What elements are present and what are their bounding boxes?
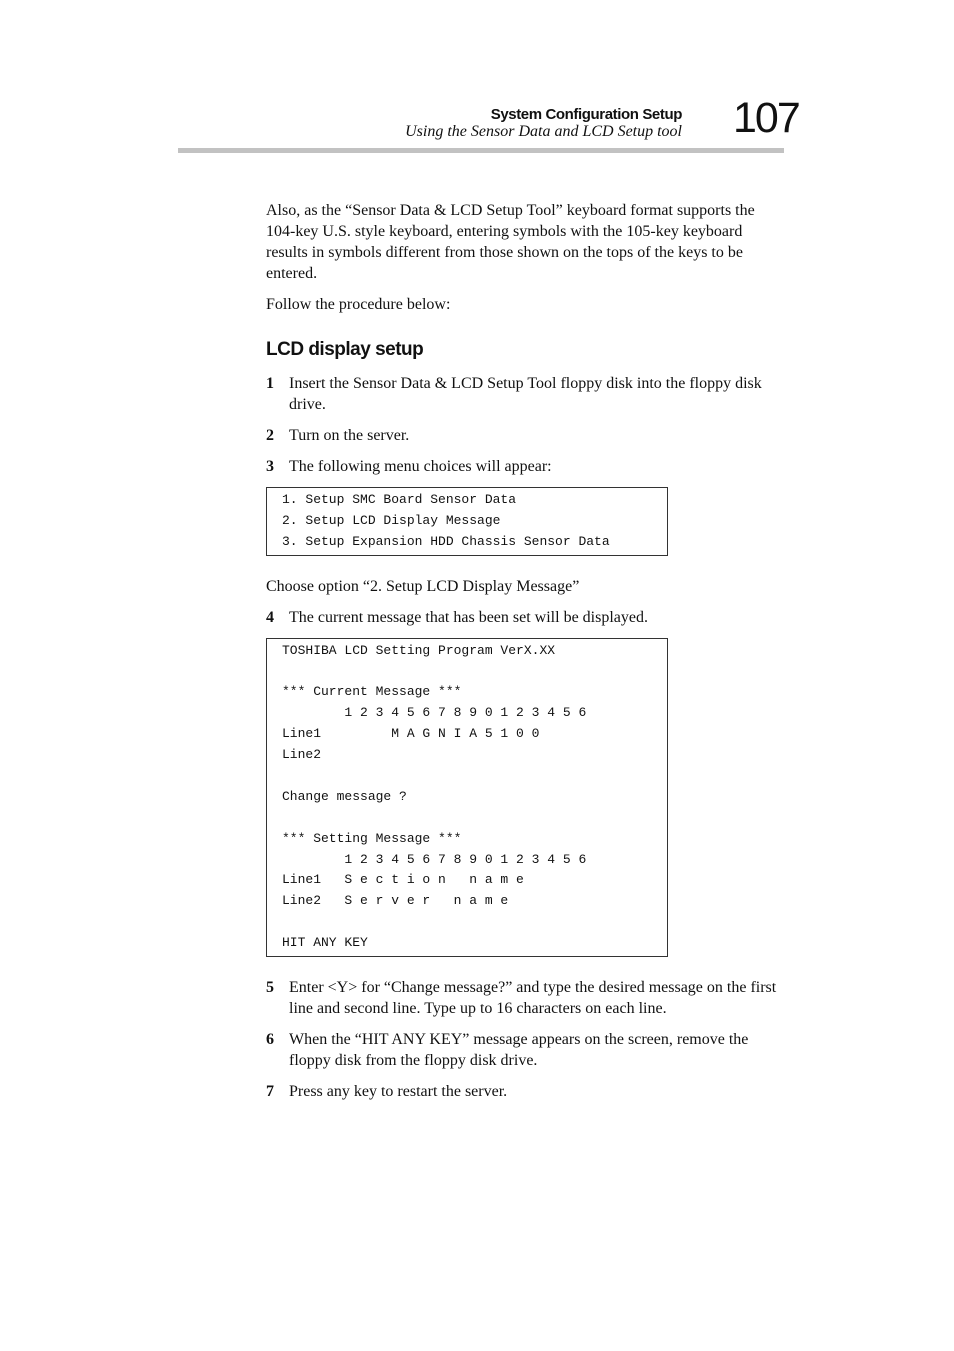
header-rule bbox=[178, 148, 784, 153]
step-5 bbox=[266, 977, 786, 1019]
screen-line: 1 2 3 4 5 6 7 8 9 0 1 2 3 4 5 6 bbox=[282, 705, 587, 721]
screen-line: Change message ? bbox=[282, 788, 407, 804]
screen-line: *** Setting Message *** bbox=[282, 830, 462, 846]
screen-line bbox=[282, 662, 667, 683]
menu-line: 3. Setup Expansion HDD Chassis Sensor Data bbox=[282, 533, 610, 549]
step-text: The current message that has been set will be displayed. bbox=[289, 608, 648, 626]
follow-procedure-text: Follow the procedure below: bbox=[266, 296, 451, 313]
step-number: 6 bbox=[266, 1031, 274, 1049]
screen-line bbox=[282, 808, 667, 829]
menu-choices-box bbox=[266, 487, 668, 556]
step-text: Enter <Y> for “Change message?” and type the desired message on the first line and second line. Type up to 16 characters on each line. bbox=[289, 979, 777, 1018]
step-2 bbox=[266, 425, 786, 446]
page-number: 107 bbox=[733, 94, 799, 142]
step-text: Press any key to restart the server. bbox=[289, 1083, 508, 1101]
choose-option-text: Choose option “2. Setup LCD Display Message” bbox=[266, 577, 580, 595]
step-6 bbox=[266, 1029, 786, 1071]
intro-paragraph: Also, as the “Sensor Data & LCD Setup Tool” keyboard format supports the 104-key U.S. style keyboard, entering symbols with the 105-key keyboard results in symbols different from those shown on the tops of the keys to be entered. bbox=[266, 202, 755, 282]
step-number: 4 bbox=[266, 608, 274, 626]
step-1 bbox=[266, 373, 786, 415]
header-section-title: System Configuration Setup bbox=[490, 106, 682, 123]
header-subtitle: Using the Sensor Data and LCD Setup tool bbox=[405, 123, 682, 140]
screen-line: TOSHIBA LCD Setting Program VerX.XX bbox=[282, 642, 556, 658]
section-heading: LCD display setup bbox=[266, 339, 424, 360]
step-number: 7 bbox=[266, 1083, 274, 1101]
screen-line: Line2 S e r v e r n a m e bbox=[282, 893, 509, 909]
step-3 bbox=[266, 456, 786, 477]
screen-line: 1 2 3 4 5 6 7 8 9 0 1 2 3 4 5 6 bbox=[282, 851, 587, 867]
screen-line: HIT ANY KEY bbox=[282, 935, 368, 951]
lcd-program-screen-box bbox=[266, 638, 668, 957]
step-number: 5 bbox=[266, 979, 274, 997]
step-7 bbox=[266, 1081, 786, 1102]
screen-line: Line2 bbox=[282, 747, 322, 763]
screen-line: Line1 S e c t i o n n a m e bbox=[282, 872, 524, 888]
step-text: Insert the Sensor Data & LCD Setup Tool floppy disk into the floppy disk drive. bbox=[289, 375, 762, 413]
step-text: The following menu choices will appear: bbox=[289, 458, 552, 475]
screen-line: *** Current Message *** bbox=[282, 684, 462, 700]
step-text: Turn on the server. bbox=[289, 427, 410, 444]
step-number: 3 bbox=[266, 458, 274, 475]
screen-line bbox=[282, 912, 667, 933]
screen-line: Line1 M A G N I A 5 1 0 0 bbox=[282, 726, 540, 742]
screen-line bbox=[282, 766, 667, 787]
menu-line: 2. Setup LCD Display Message bbox=[282, 512, 501, 528]
menu-line: 1. Setup SMC Board Sensor Data bbox=[282, 492, 517, 507]
step-number: 1 bbox=[266, 375, 274, 392]
page-content bbox=[266, 200, 786, 1112]
step-4 bbox=[266, 607, 786, 628]
step-number: 2 bbox=[266, 427, 274, 444]
step-text: When the “HIT ANY KEY” message appears on the screen, remove the floppy disk from the floppy disk drive. bbox=[289, 1031, 749, 1070]
